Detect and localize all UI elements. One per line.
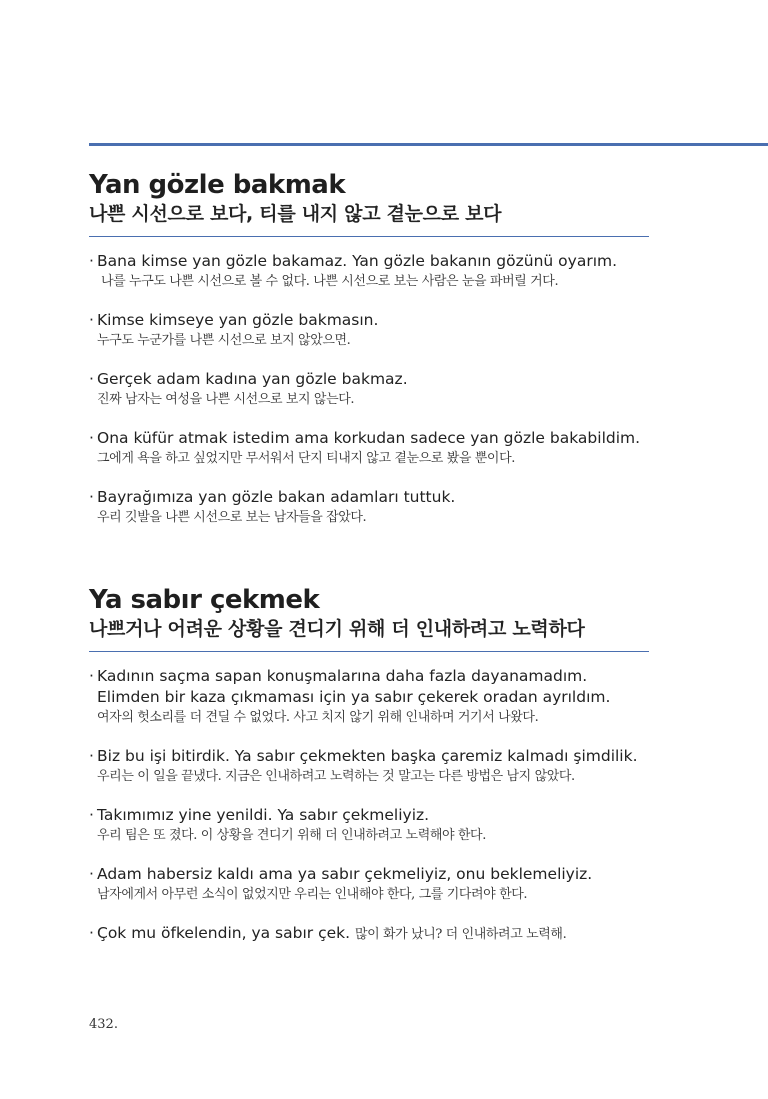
- example-item: [89, 666, 649, 728]
- korean-translation: 그에게 욕을 하고 싶었지만 무서워서 단지 티내지 않고 곁눈으로 봤을 뿐이다.: [97, 451, 515, 466]
- idiom-section-ya-sabir-cekmek: [89, 585, 649, 963]
- bullet: ·: [89, 488, 94, 506]
- bullet: ·: [89, 311, 94, 329]
- korean-translation: 여자의 헛소리를 더 견딜 수 없었다. 사고 치지 않기 위해 인내하며 거기서 나왔다.: [97, 710, 539, 725]
- page-number: 432.: [89, 1017, 118, 1032]
- example-item: [89, 310, 649, 351]
- korean-translation: 남자에게서 아무런 소식이 없었지만 우리는 인내해야 한다, 그를 기다려야 한다.: [97, 887, 528, 902]
- korean-translation: 나를 누구도 나쁜 시선으로 볼 수 없다. 나쁜 시선으로 보는 사람은 눈을 파버릴 거다.: [101, 274, 559, 289]
- bullet: ·: [89, 924, 94, 942]
- idiom-title: Ya sabır çekmek: [89, 585, 320, 615]
- example-item: [89, 864, 649, 905]
- turkish-sentence: Kadının saçma sapan konuşmalarına daha fazla dayanamadım.: [97, 667, 588, 685]
- turkish-sentence: Biz bu işi bitirdik. Ya sabır çekmekten başka çaremiz kalmadı şimdilik.: [97, 747, 638, 765]
- bullet: ·: [89, 252, 94, 270]
- idiom-meaning: 나쁘거나 어려운 상황을 견디기 위해 더 인내하려고 노력하다: [89, 618, 585, 640]
- korean-translation: 우리는 이 일을 끝냈다. 지금은 인내하려고 노력하는 것 말고는 다른 방법은 남지 않았다.: [97, 769, 575, 784]
- korean-translation: 많이 화가 났니? 더 인내하려고 노력해.: [354, 927, 567, 942]
- example-item: [89, 805, 649, 846]
- bullet: ·: [89, 667, 94, 685]
- korean-translation: 우리 깃발을 나쁜 시선으로 보는 남자들을 잡았다.: [97, 510, 367, 525]
- idiom-meaning: 나쁜 시선으로 보다, 티를 내지 않고 곁눈으로 보다: [89, 203, 502, 225]
- bullet: ·: [89, 747, 94, 765]
- turkish-sentence: Ona küfür atmak istedim ama korkudan sadece yan gözle bakabildim.: [97, 429, 641, 447]
- example-item: [89, 923, 649, 945]
- idiom-section-yan-gozle-bakmak: [89, 170, 649, 546]
- korean-translation: 누구도 누군가를 나쁜 시선으로 보지 않았으면.: [97, 333, 351, 348]
- turkish-sentence: Takımımız yine yenildi. Ya sabır çekmeliyiz.: [97, 806, 430, 824]
- turkish-sentence: Bayrağımıza yan gözle bakan adamları tuttuk.: [97, 488, 456, 506]
- example-item: [89, 428, 649, 469]
- example-item: [89, 487, 649, 528]
- section-divider: [89, 236, 649, 237]
- turkish-sentence: Bana kimse yan gözle bakamaz. Yan gözle bakanın gözünü oyarım.: [97, 252, 618, 270]
- example-item: [89, 746, 649, 787]
- example-item: [89, 369, 649, 410]
- section-divider: [89, 651, 649, 652]
- example-item: [89, 251, 649, 292]
- idiom-title: Yan gözle bakmak: [89, 170, 346, 200]
- turkish-sentence: Çok mu öfkelendin, ya sabır çek.: [97, 924, 351, 942]
- korean-translation: 우리 팀은 또 졌다. 이 상황을 견디기 위해 더 인내하려고 노력해야 한다.: [97, 828, 486, 843]
- bullet: ·: [89, 370, 94, 388]
- turkish-sentence: Gerçek adam kadına yan gözle bakmaz.: [97, 370, 408, 388]
- header-rule: [89, 143, 768, 146]
- bullet: ·: [89, 429, 94, 447]
- bullet: ·: [89, 806, 94, 824]
- turkish-sentence: Kimse kimseye yan gözle bakmasın.: [97, 311, 379, 329]
- turkish-sentence-continued: Elimden bir kaza çıkmaması için ya sabır çekerek oradan ayrıldım.: [97, 688, 611, 706]
- korean-translation: 진짜 남자는 여성을 나쁜 시선으로 보지 않는다.: [97, 392, 355, 407]
- turkish-sentence: Adam habersiz kaldı ama ya sabır çekmeliyiz, onu beklemeliyiz.: [97, 865, 593, 883]
- bullet: ·: [89, 865, 94, 883]
- example-list: [89, 666, 649, 945]
- example-list: [89, 251, 649, 528]
